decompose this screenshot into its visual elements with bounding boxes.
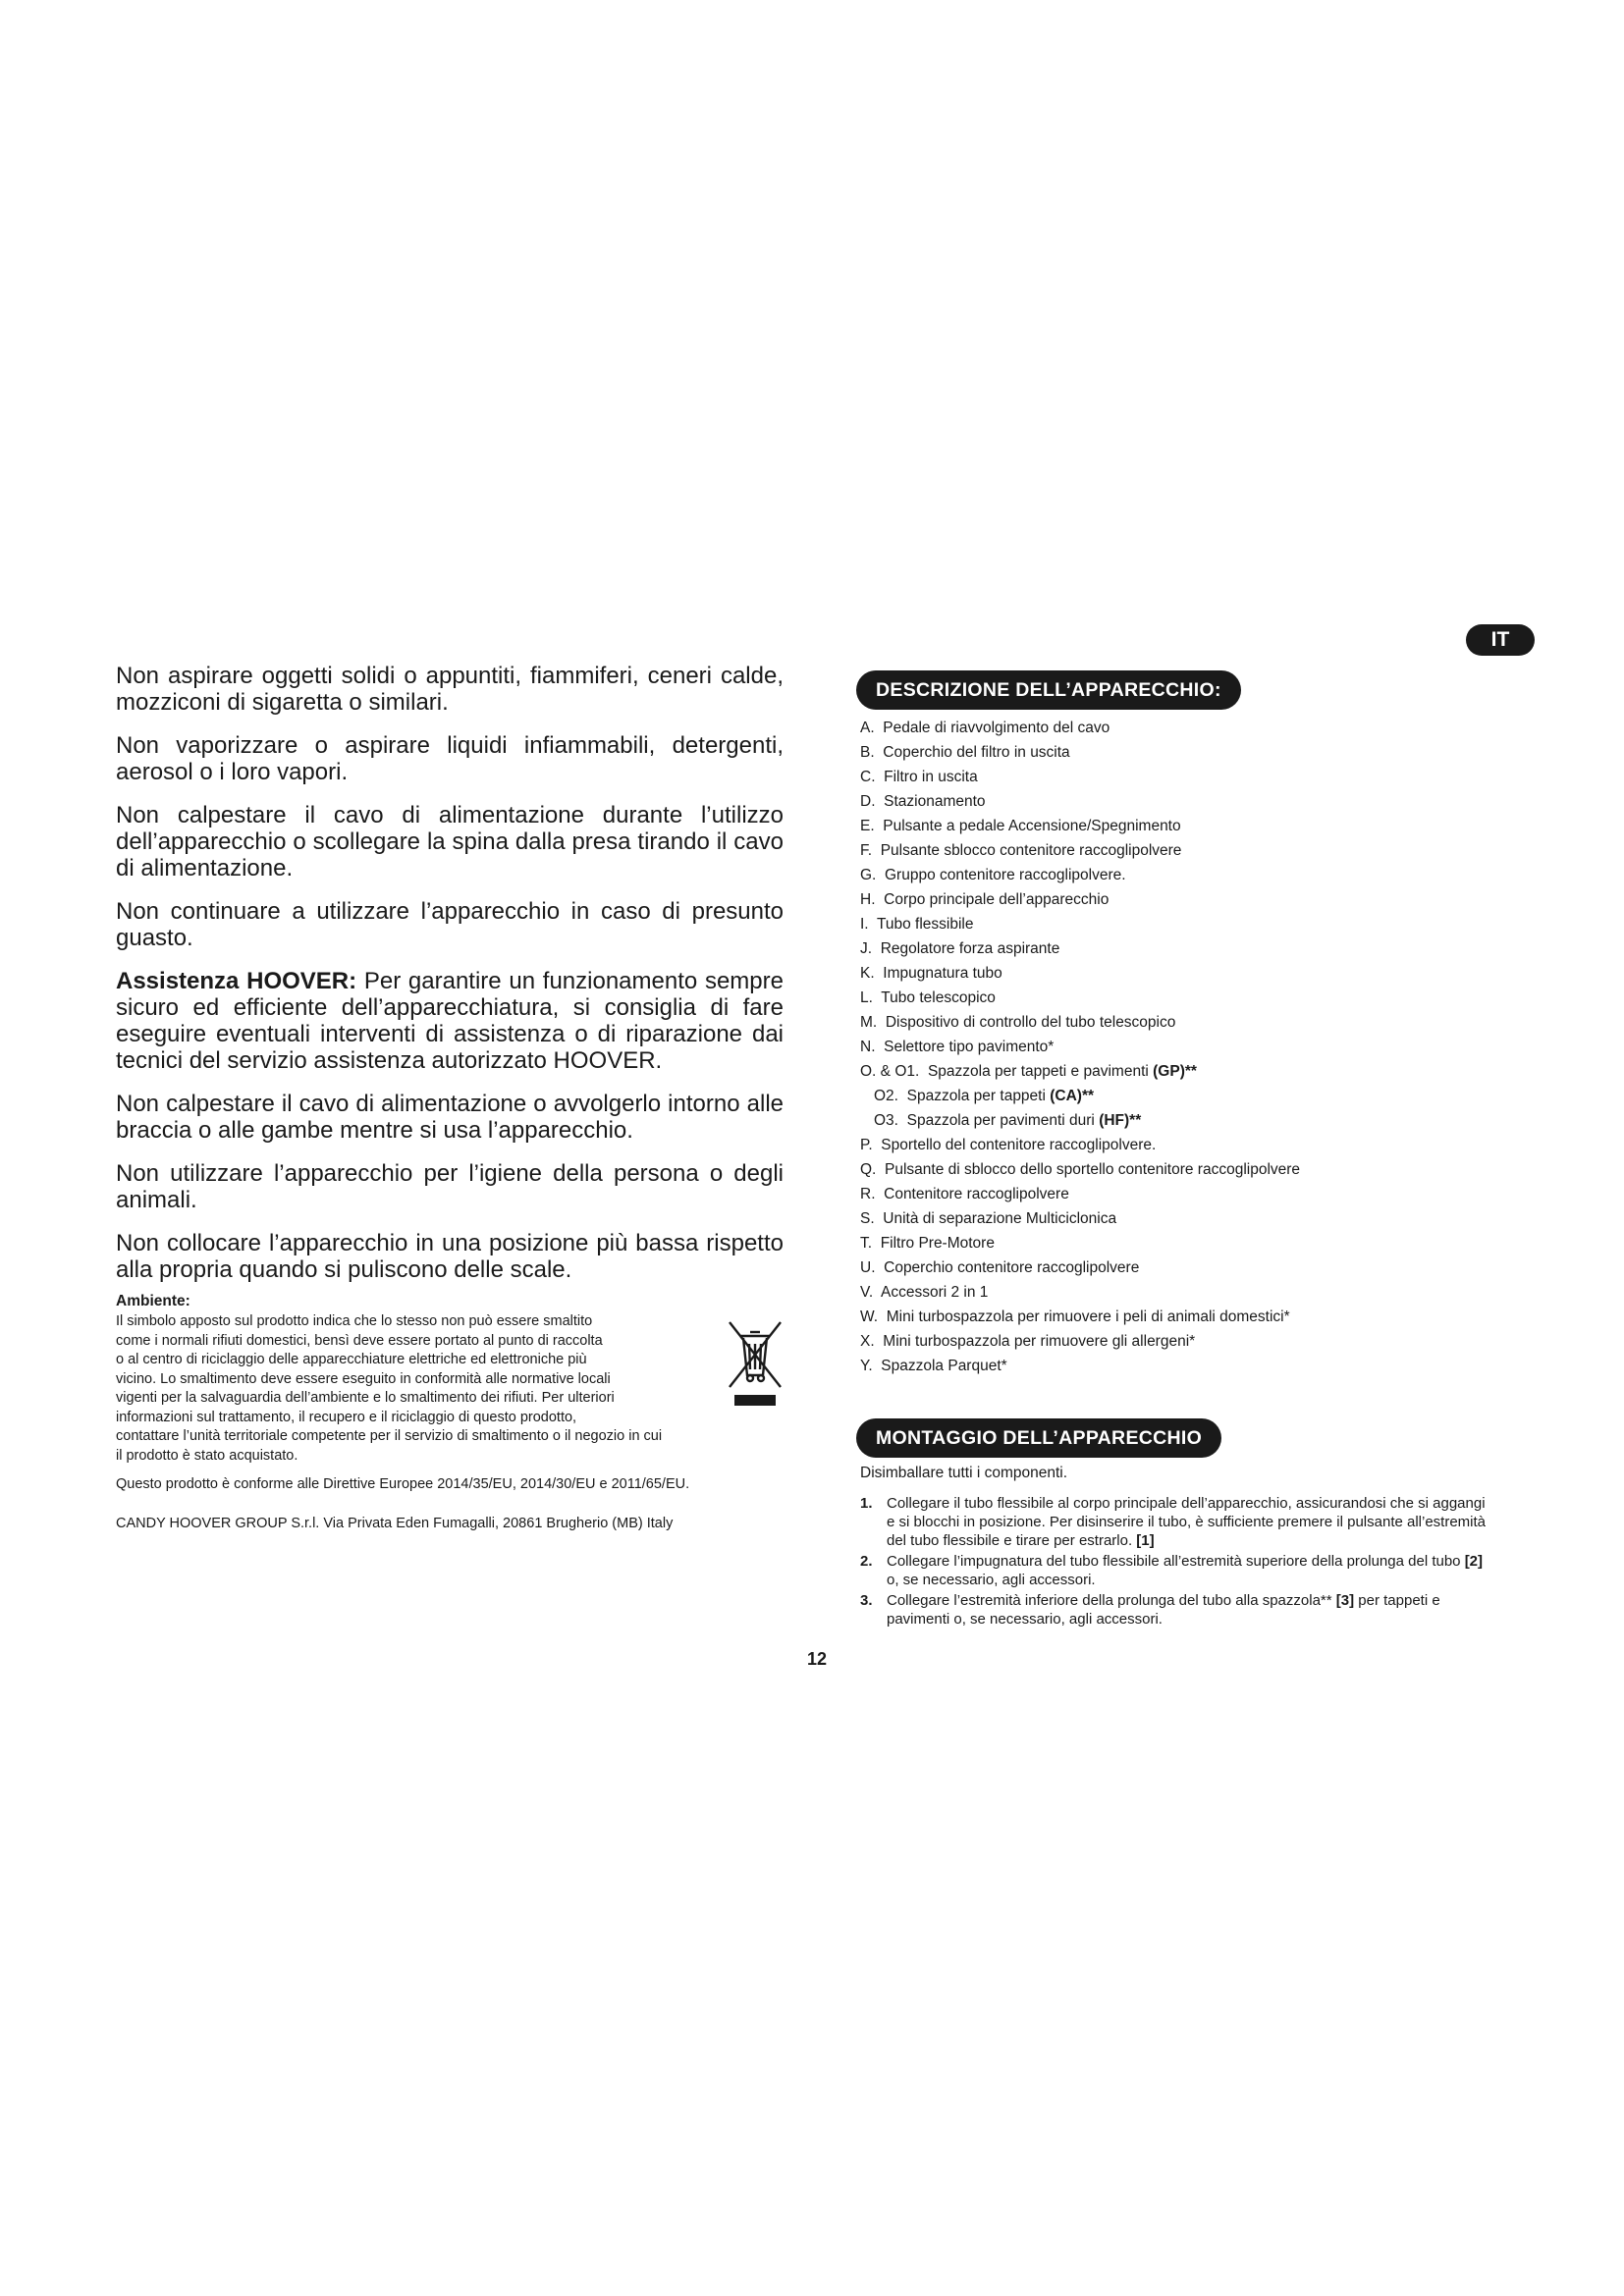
warning-paragraph	[116, 663, 784, 716]
warning-bold-lead: Assistenza HOOVER:	[116, 968, 357, 994]
language-badge: IT	[1466, 624, 1535, 656]
part-item	[860, 1035, 1547, 1059]
part-text: Sportello del contenitore raccoglipolvere.	[881, 1137, 1157, 1153]
part-text: Pedale di riavvolgimento del cavo	[883, 720, 1110, 736]
part-label: M.	[860, 1014, 878, 1031]
assembly-section-title: MONTAGGIO DELL’APPARECCHIO	[856, 1418, 1221, 1458]
description-section-title: DESCRIZIONE DELL’APPARECCHIO:	[856, 670, 1241, 710]
warning-paragraph	[116, 1091, 784, 1144]
part-item	[860, 1255, 1547, 1280]
part-item	[860, 1133, 1547, 1157]
part-text: Filtro Pre-Motore	[880, 1235, 995, 1252]
warning-text: Non continuare a utilizzare l’apparecchio in caso di presunto guasto.	[116, 898, 784, 951]
warning-text: Non utilizzare l’apparecchio per l’igiene della persona o degli animali.	[116, 1160, 784, 1213]
assembly-step	[860, 1591, 1530, 1629]
part-label: W.	[860, 1308, 879, 1325]
step-number: 2.	[860, 1553, 873, 1570]
part-label: D.	[860, 793, 876, 810]
warning-text: Non calpestare il cavo di alimentazione durante l’utilizzo dell’apparecchio o scollegare la spina dalla presa tirando il cavo di alimentazione.	[116, 802, 784, 881]
part-item	[860, 814, 1547, 838]
environment-line: contattare l’unità territoriale competente per il servizio di smaltimento o il negozio in cui	[116, 1428, 663, 1444]
part-label: C.	[860, 769, 876, 785]
assembly-steps	[860, 1494, 1530, 1630]
step-line: pavimenti o, se necessario, agli accessori.	[887, 1611, 1163, 1628]
part-label: G.	[860, 867, 877, 883]
assembly-step	[860, 1494, 1530, 1550]
warning-text: Non vaporizzare o aspirare liquidi infiammabili, detergenti, aerosol o i loro vapori.	[116, 732, 784, 785]
part-label: U.	[860, 1259, 876, 1276]
part-label: Y.	[860, 1358, 873, 1374]
environment-line: informazioni sul trattamento, il recupero e il riciclaggio di questo prodotto,	[116, 1409, 577, 1425]
part-label: X.	[860, 1333, 875, 1350]
part-text: Impugnatura tubo	[883, 965, 1002, 982]
part-text: Spazzola per tappeti e pavimenti (GP)**	[927, 1063, 1197, 1080]
manufacturer-address: CANDY HOOVER GROUP S.r.l. Via Privata Eden Fumagalli, 20861 Brugherio (MB) Italy	[116, 1516, 674, 1531]
assembly-step	[860, 1552, 1530, 1589]
part-text: Coperchio contenitore raccoglipolvere	[884, 1259, 1140, 1276]
warning-paragraph	[116, 1230, 784, 1283]
part-item	[860, 1354, 1547, 1378]
part-item	[860, 1157, 1547, 1182]
part-item	[860, 961, 1547, 986]
assembly-intro: Disimballare tutti i componenti.	[860, 1465, 1068, 1481]
environment-title: Ambiente:	[116, 1293, 190, 1309]
warning-paragraph	[116, 1160, 784, 1213]
part-text: Mini turbospazzola per rimuovere gli allergeni*	[883, 1333, 1196, 1350]
part-text: Mini turbospazzola per rimuovere i peli di animali domestici*	[886, 1308, 1290, 1325]
part-item	[860, 1084, 1547, 1108]
environment-line: o al centro di riciclaggio delle apparecchiature elettriche ed elettroniche più	[116, 1352, 587, 1367]
step-line: Collegare l’estremità inferiore della prolunga del tubo alla spazzola** [3] per tappeti e	[887, 1592, 1440, 1609]
part-label: A.	[860, 720, 875, 736]
part-item	[860, 765, 1547, 789]
part-label: O. & O1.	[860, 1063, 920, 1080]
step-line: Collegare il tubo flessibile al corpo principale dell’apparecchio, assicurandosi che si aggangi	[887, 1495, 1486, 1512]
part-text: Tubo telescopico	[881, 989, 996, 1006]
compliance-note: Questo prodotto è conforme alle Direttive Europee 2014/35/EU, 2014/30/EU e 2011/65/EU.	[116, 1476, 690, 1492]
warning-paragraph	[116, 968, 784, 1074]
part-label: B.	[860, 744, 875, 761]
part-text: Pulsante a pedale Accensione/Spegnimento	[883, 818, 1181, 834]
environment-line: vigenti per la salvaguardia dell’ambiente e lo smaltimento dei rifiuti. Per ulteriori	[116, 1390, 615, 1406]
part-label: N.	[860, 1039, 876, 1055]
part-item	[860, 936, 1547, 961]
step-number: 3.	[860, 1592, 873, 1609]
part-item	[860, 1231, 1547, 1255]
part-text: Stazionamento	[884, 793, 986, 810]
part-text: Tubo flessibile	[876, 916, 974, 933]
warning-paragraph	[116, 898, 784, 951]
part-text: Pulsante di sblocco dello sportello contenitore raccoglipolvere	[885, 1161, 1301, 1178]
part-item	[860, 1010, 1547, 1035]
part-item	[860, 912, 1547, 936]
environment-line: come i normali rifiuti domestici, bensì deve essere portato al punto di raccolta	[116, 1332, 603, 1349]
part-label: P.	[860, 1137, 873, 1153]
step-line: del tubo flessibile e tirare per estrarlo. [1]	[887, 1532, 1155, 1549]
part-text: Coperchio del filtro in uscita	[883, 744, 1070, 761]
warning-text: Non aspirare oggetti solidi o appuntiti, fiammiferi, ceneri calde, mozziconi di sigaretta o similari.	[116, 663, 784, 716]
part-label: R.	[860, 1186, 876, 1202]
part-item	[860, 1329, 1547, 1354]
environment-line: il prodotto è stato acquistato.	[116, 1447, 298, 1464]
parts-list	[860, 716, 1547, 1378]
part-text: Spazzola per pavimenti duri (HF)**	[906, 1112, 1142, 1129]
part-item	[860, 789, 1547, 814]
part-text: Contenitore raccoglipolvere	[884, 1186, 1069, 1202]
part-text: Dispositivo di controllo del tubo telescopico	[885, 1014, 1176, 1031]
warning-text: Non collocare l’apparecchio in una posizione più bassa rispetto alla propria quando si puliscono delle scale.	[116, 1230, 784, 1283]
part-item	[860, 740, 1547, 765]
part-text: Regolatore forza aspirante	[880, 940, 1060, 957]
part-item	[860, 887, 1547, 912]
part-text: Spazzola Parquet*	[881, 1358, 1007, 1374]
part-text: Filtro in uscita	[884, 769, 978, 785]
environment-text	[116, 1312, 784, 1466]
part-item	[860, 863, 1547, 887]
part-label: L.	[860, 989, 873, 1006]
warning-paragraph	[116, 802, 784, 881]
part-item	[860, 1182, 1547, 1206]
safety-warnings	[116, 663, 784, 1300]
step-line: o, se necessario, agli accessori.	[887, 1572, 1096, 1588]
part-label: J.	[860, 940, 873, 957]
warning-paragraph	[116, 732, 784, 785]
part-label: O2.	[874, 1088, 898, 1104]
part-item	[860, 716, 1547, 740]
part-text: Accessori 2 in 1	[881, 1284, 989, 1301]
part-label: I.	[860, 916, 869, 933]
part-label: O3.	[874, 1112, 898, 1129]
part-text: Spazzola per tappeti (CA)**	[906, 1088, 1095, 1104]
part-item	[860, 1059, 1547, 1084]
warning-text: Non calpestare il cavo di alimentazione o avvolgerlo intorno alle braccia o alle gambe mentre si usa l’apparecchio.	[116, 1091, 784, 1144]
part-text: Corpo principale dell’apparecchio	[884, 891, 1110, 908]
weee-bin-icon	[727, 1318, 784, 1409]
part-item	[860, 1305, 1547, 1329]
page-number: 12	[807, 1649, 828, 1669]
environment-line: vicino. Lo smaltimento deve essere eseguito in conformità alle normative locali	[116, 1370, 611, 1387]
step-line: Collegare l’impugnatura del tubo flessibile all’estremità superiore della prolunga del tubo [2]	[887, 1553, 1484, 1570]
part-item	[860, 1108, 1547, 1133]
part-text: Pulsante sblocco contenitore raccoglipolvere	[880, 842, 1182, 859]
environment-line: Il simbolo apposto sul prodotto indica che lo stesso non può essere smaltito	[116, 1313, 593, 1329]
environment-section	[116, 1293, 784, 1466]
part-label: E.	[860, 818, 875, 834]
part-text: Gruppo contenitore raccoglipolvere.	[885, 867, 1126, 883]
part-label: T.	[860, 1235, 873, 1252]
part-item	[860, 1206, 1547, 1231]
step-line: e si blocchi in posizione. Per disinserire il tubo, è sufficiente premere il pulsante all’estremità	[887, 1514, 1487, 1530]
part-text: Unità di separazione Multiciclonica	[883, 1210, 1117, 1227]
part-label: H.	[860, 891, 876, 908]
step-number: 1.	[860, 1495, 873, 1512]
part-label: V.	[860, 1284, 874, 1301]
part-label: Q.	[860, 1161, 877, 1178]
part-label: F.	[860, 842, 873, 859]
part-item	[860, 838, 1547, 863]
part-text: Selettore tipo pavimento*	[884, 1039, 1055, 1055]
part-item	[860, 1280, 1547, 1305]
warning-text: Per garantire un funzionamento sempre sicuro ed efficiente dell’apparecchiatura, si consiglia di fare eseguire eventuali interventi di assistenza o di riparazione dai tecnici del servizio assistenza autorizzato HOOVER.	[116, 968, 784, 1074]
part-label: K.	[860, 965, 875, 982]
part-label: S.	[860, 1210, 875, 1227]
part-item	[860, 986, 1547, 1010]
